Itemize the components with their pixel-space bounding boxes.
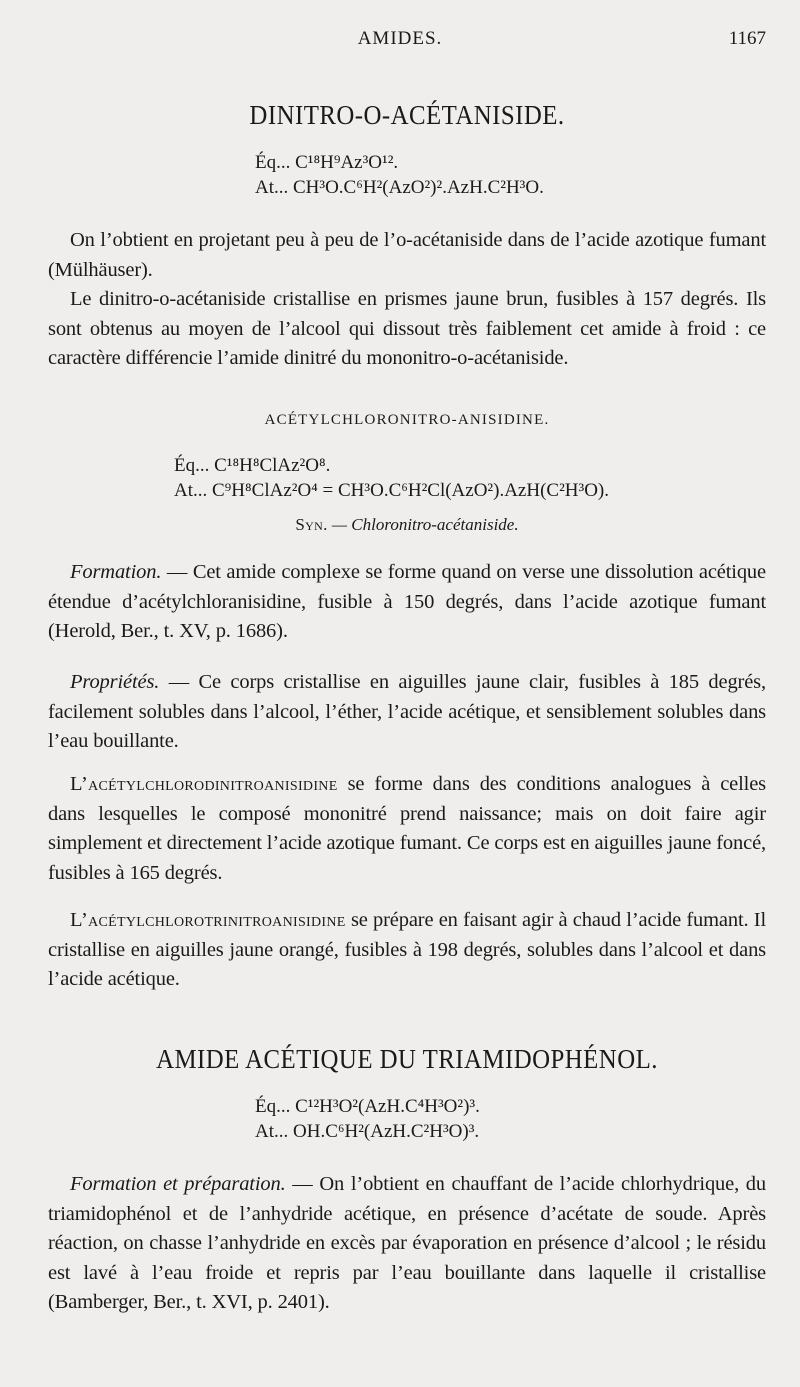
proprietes-text: — Ce corps cristallise en aiguilles jaune clair, fusibles à 185 degrés, facilement solubles dans l’alcool, l’éther, l’acide acétique, et sensiblement solubles dans l’eau bouillante. [48, 671, 766, 752]
paragraph-formation-preparation [48, 1170, 766, 1318]
formula-eq-3: Éq... C¹²H³O²(AzH.C⁴H³O²)³. [255, 1096, 480, 1117]
paragraph-proprietes [48, 668, 766, 757]
formula-at-1: At... CH³O.C⁶H²(AzO²)².AzH.C²H³O. [255, 177, 544, 198]
formation-text: — Cet amide complexe se forme quand on verse une dissolution acétique étendue d’acétylchloranisidine, fusible à 150 degrés, dans l’acide azotique fumant (Herold, Ber., t. XV, p. 1686). [48, 561, 766, 642]
formation-label: Formation. [70, 561, 162, 583]
section-title-acetylchloronitro: ACÉTYLCHLORONITRO-ANISIDINE. [264, 412, 550, 428]
section-title-triamidophenol: AMIDE ACÉTIQUE DU TRIAMIDOPHÉNOL. [156, 1044, 658, 1074]
synonym-line [48, 515, 766, 535]
synonym-label: Syn. [295, 515, 328, 534]
proprietes-label: Propriétés. [70, 671, 160, 693]
paragraph-dinitro [48, 770, 766, 888]
paragraph-description-text: Le dinitro-o-acétaniside cristallise en prismes jaune brun, fusibles à 157 degrés. Ils sont obtenus au moyen de l’alcool qui dissout très faiblement cet amide à froid : ce caractère différencie l’amide dinitré du mononitro-o-acétaniside. [48, 288, 766, 369]
formula-at-3: At... OH.C⁶H²(AzH.C²H³O)³. [255, 1121, 480, 1142]
paragraph-preparation-text: On l’obtient en projetant peu à peu de l’o-acétaniside dans de l’acide azotique fumant (Mülhäuser). [48, 229, 766, 281]
formation-preparation-text: — On l’obtient en chauffant de l’acide chlorhydrique, du triamidophénol et de l’anhydride acétique, en présence d’acétate de soude. Après réaction, on chasse l’anhydride en excès par évaporation en présence d’alcool ; le résidu est lavé à l’eau froide et repris par l’eau bouillante dans laquelle il cristallise (Bamberger, Ber., t. XVI, p. 2401). [48, 1173, 767, 1313]
paragraph-formation [48, 558, 766, 647]
formula-eq-1: Éq... C¹⁸H⁹Az³O¹². [255, 152, 399, 173]
formula-eq-2: Éq... C¹⁸H⁸ClAz²O⁸. [174, 455, 331, 476]
formula-at-2: At... C⁹H⁸ClAz²O⁴ = CH³O.C⁶H²Cl(AzO²).AzH(C²H³O). [174, 480, 609, 501]
formation-preparation-label: Formation et préparation. [70, 1173, 286, 1195]
page-number: 1167 [728, 28, 766, 49]
paragraph-description [48, 285, 766, 374]
paragraph-preparation [48, 226, 766, 285]
synonym-text: — Chloronitro-acétaniside. [331, 515, 519, 534]
dinitro-lead: L’acétylchlorodinitroanisidine [70, 773, 338, 795]
trinitro-text: se prépare en faisant agir à chaud l’acide fumant. Il cristallise en aiguilles jaune orangé, fusibles à 198 degrés, solubles dans l’alcool et dans l’acide acétique. [48, 909, 766, 990]
paragraph-trinitro [48, 906, 766, 995]
dinitro-text: se forme dans des conditions analogues à celles dans lesquelles le composé mononitré prend naissance; mais on doit faire agir simplement et directement l’acide azotique fumant. Ce corps est en aiguilles jaune foncé, fusibles à 165 degrés. [48, 773, 766, 884]
running-head-title: AMIDES. [357, 28, 443, 49]
running-head [0, 28, 800, 52]
section-title-dinitro: DINITRO-O-ACÉTANISIDE. [249, 100, 565, 130]
trinitro-lead: L’acétylchlorotrinitroanisidine [70, 909, 346, 931]
